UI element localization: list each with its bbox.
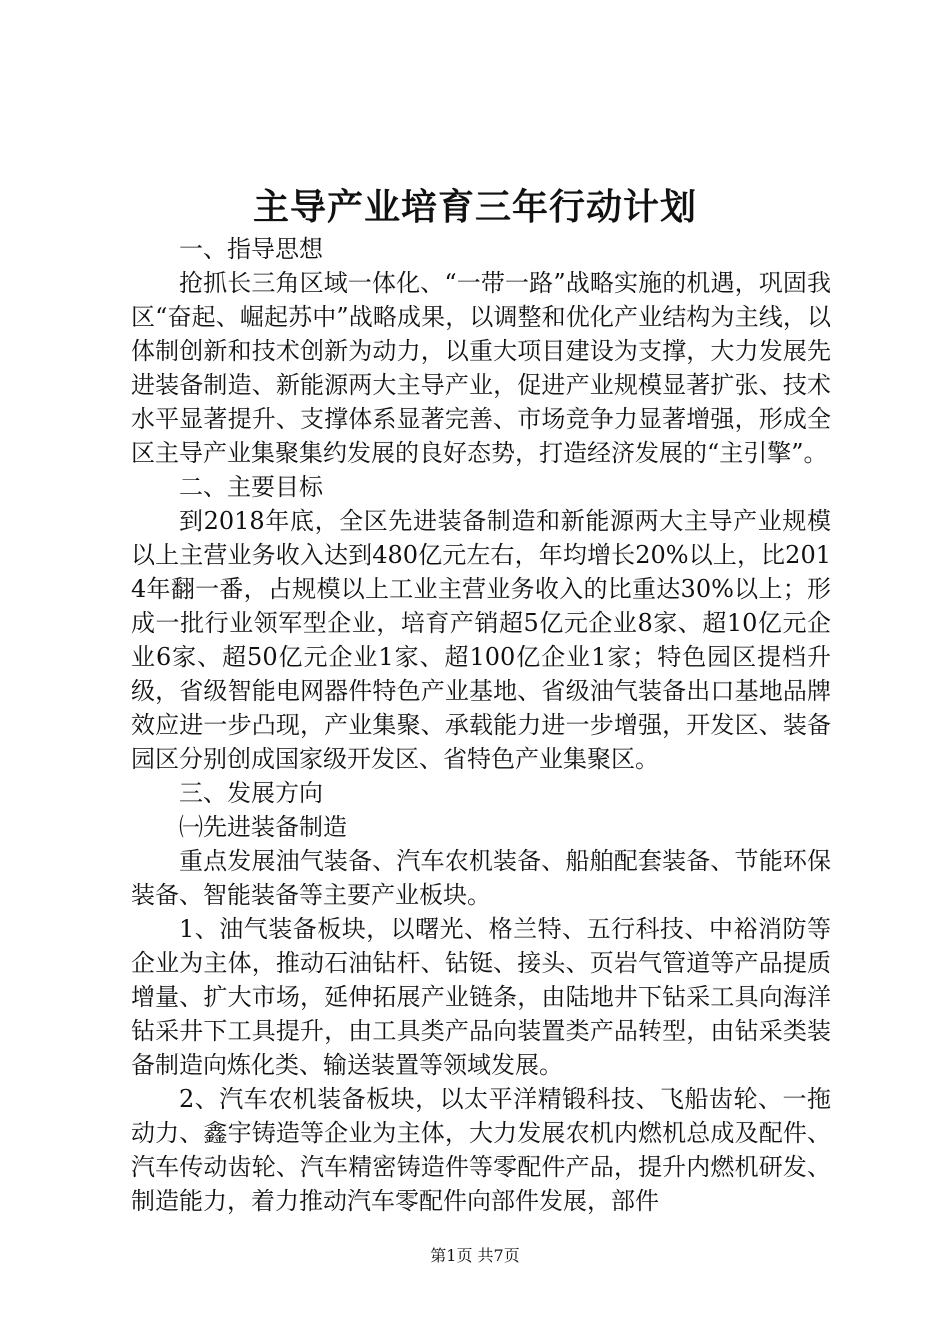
subsection-heading: ㈠先进装备制造	[179, 813, 347, 841]
section-heading: 三、发展方向	[179, 779, 323, 807]
section-heading: 一、指导思想	[179, 235, 323, 263]
body-paragraph: 1、油气装备板块，以曙光、格兰特、五行科技、中裕消防等企业为主体，推动石油钻杆、钻铤、接头、页岩气管道等产品提质增量、扩大市场，延伸拓展产业链条，由陆地井下钻采工具向海洋钻采井下工具提升，由工具类产品向装置类产品转型，由钻采类装备制造向炼化类、输送装置等领域发展。	[131, 915, 831, 1079]
document-body	[131, 232, 831, 1218]
document-title: 主导产业培育三年行动计划	[252, 186, 697, 228]
section-heading: 二、主要目标	[179, 473, 323, 501]
body-paragraph: 抢抓长三角区域一体化、“一带一路”战略实施的机遇，巩固我区“奋起、崛起苏中”战略成果，以调整和优化产业结构为主线，以体制创新和技术创新为动力，以重大项目建设为支撑，大力发展先进装备制造、新能源两大主导产业，促进产业规模显著扩张、技术水平显著提升、支撑体系显著完善、市场竞争力显著增强，形成全区主导产业集聚集约发展的良好态势，打造经济发展的“主引擎”。	[131, 269, 831, 467]
body-paragraph: 到2018年底，全区先进装备制造和新能源两大主导产业规模以上主营业务收入达到480亿元左右，年均增长20%以上，比2014年翻一番，占规模以上工业主营业务收入的比重达30%以上；形成一批行业领军型企业，培育产销超5亿元企业8家、超10亿元企业6家、超50亿元企业1家、超100亿企业1家；特色园区提档升级，省级智能电网器件特色产业基地、省级油气装备出口基地品牌效应进一步凸现，产业集聚、承载能力进一步增强，开发区、装备园区分别创成国家级开发区、省特色产业集聚区。	[131, 507, 831, 773]
page-footer: 第1页 共7页	[430, 1246, 520, 1265]
body-paragraph: 重点发展油气装备、汽车农机装备、船舶配套装备、节能环保装备、智能装备等主要产业板块。	[131, 847, 831, 909]
body-paragraph: 2、汽车农机装备板块，以太平洋精锻科技、飞船齿轮、一拖动力、鑫宇铸造等企业为主体，大力发展农机内燃机总成及配件、汽车传动齿轮、汽车精密铸造件等零配件产品，提升内燃机研发、制造能力，着力推动汽车零配件向部件发展，部件	[131, 1085, 831, 1215]
